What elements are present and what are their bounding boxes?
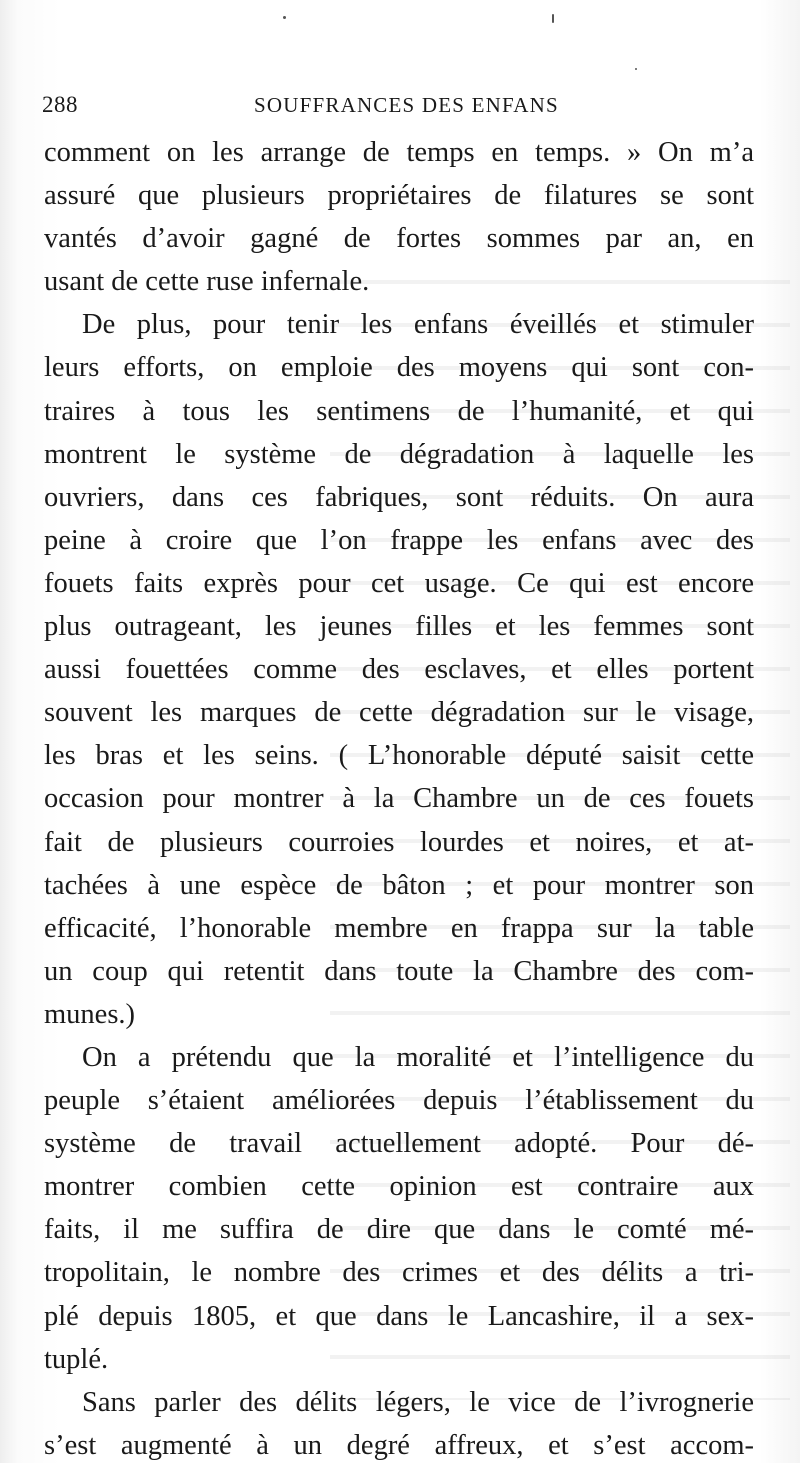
- text-line: ouvriers, dans ces fabriques, sont réduits. On aura: [44, 481, 754, 513]
- running-head: SOUFFRANCES DES ENFANS: [254, 93, 559, 117]
- text-line: plé depuis 1805, et que dans le Lancashire, il a sex-: [44, 1300, 754, 1332]
- text-line: tuplé.: [44, 1343, 109, 1375]
- ink-speck: [552, 14, 554, 23]
- text-line: occasion pour montrer à la Chambre un de ces fouets: [44, 783, 754, 815]
- text-line: tropolitain, le nombre des crimes et des délits a tri-: [44, 1257, 754, 1289]
- paragraph-start-line: On a prétendu que la moralité et l’intelligence du: [82, 1041, 754, 1073]
- text-line: fouets faits exprès pour cet usage. Ce qui est encore: [44, 567, 754, 599]
- ink-speck: [635, 68, 637, 70]
- text-line: munes.): [44, 998, 136, 1030]
- ink-speck: [283, 16, 286, 19]
- text-line: tachées à une espèce de bâton ; et pour montrer son: [44, 869, 754, 901]
- page-header: [42, 88, 762, 122]
- text-line: leurs efforts, on emploie des moyens qui sont con-: [44, 352, 754, 384]
- text-line: fait de plusieurs courroies lourdes et noires, et at-: [44, 826, 754, 858]
- text-line: montrent le système de dégradation à laquelle les: [44, 438, 754, 470]
- text-line: système de travail actuellement adopté. Pour dé-: [44, 1128, 754, 1160]
- text-line: faits, il me suffira de dire que dans le comté mé-: [44, 1214, 754, 1246]
- body-text: [44, 131, 754, 1467]
- paragraph-start-line: De plus, pour tenir les enfans éveillés et stimuler: [82, 309, 754, 341]
- text-line: efficacité, l’honorable membre en frappa sur la table: [44, 912, 754, 944]
- text-line: usant de cette ruse infernale.: [44, 266, 370, 298]
- text-line: montrer combien cette opinion est contraire aux: [44, 1171, 754, 1203]
- text-line: peine à croire que l’on frappe les enfans avec des: [44, 524, 754, 556]
- text-line: les bras et les seins. ( L’honorable député saisit cette: [44, 740, 754, 772]
- text-line: un coup qui retentit dans toute la Chambre des com-: [44, 955, 754, 987]
- text-line: plus outrageant, les jeunes filles et les femmes sont: [44, 611, 754, 643]
- text-line: peuple s’étaient améliorées depuis l’établissement du: [44, 1085, 754, 1117]
- text-line: vantés d’avoir gagné de fortes sommes par an, en: [44, 223, 754, 255]
- text-line: traires à tous les sentimens de l’humanité, et qui: [44, 395, 754, 427]
- page-number: 288: [42, 92, 78, 117]
- paragraph-start-line: Sans parler des délits légers, le vice de l’ivrognerie: [82, 1386, 754, 1418]
- text-line: s’est augmenté à un degré affreux, et s’est accom-: [44, 1429, 754, 1461]
- text-line: assuré que plusieurs propriétaires de filatures se sont: [44, 180, 754, 212]
- text-line: aussi fouettées comme des esclaves, et elles portent: [44, 654, 754, 686]
- text-line: souvent les marques de cette dégradation sur le visage,: [44, 697, 754, 729]
- text-line: comment on les arrange de temps en temps. » On m’a: [44, 137, 754, 168]
